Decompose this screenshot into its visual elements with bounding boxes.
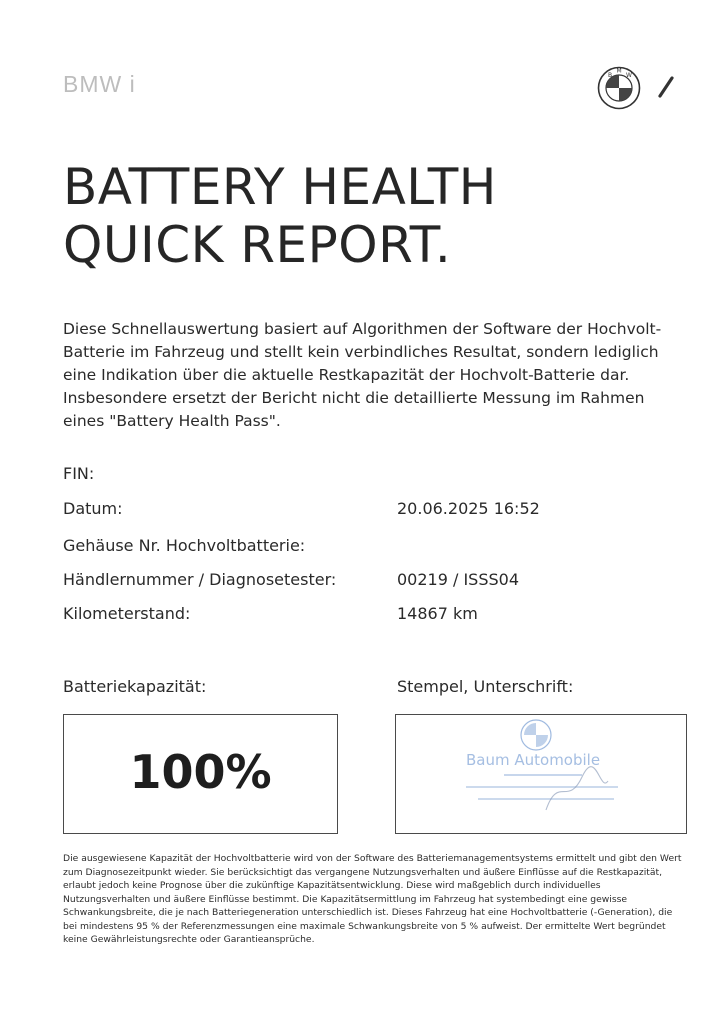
svg-text:W: W [626,72,632,79]
title-line-1: BATTERY HEALTH [63,158,497,216]
mileage-label: Kilometerstand: [63,604,191,623]
dealer-stamp [396,715,686,833]
m-slash-icon [654,75,678,99]
intro-paragraph: Diese Schnellauswertung basiert auf Algorithmen der Software der Hochvolt-Batterie im Fahrzeug und stellt kein verbindliches Resultat, sondern lediglich eine Indikation über die aktuelle Restkapazität der Hochvolt-Batterie dar. Insbesondere ersetzt der Bericht nicht die detaillierte Messung im Rahmen eines "Battery Health Pass". [63,320,662,430]
title-line-2: QUICK REPORT. [63,216,452,274]
mileage-value: 14867 km [397,604,478,623]
capacity-label: Batteriekapazität: [63,677,207,696]
report-title [63,158,497,274]
svg-text:M: M [616,67,622,75]
dealer-tester-value: 00219 / ISSS04 [397,570,520,589]
fin-label: FIN: [63,464,95,483]
capacity-box [63,714,338,834]
svg-text:B: B [608,72,613,79]
dealer-stamp-name: Baum Automobile [466,751,601,769]
bmw-i-wordmark: BMW i [63,71,136,97]
bmw-roundel-logo [597,66,641,110]
stamp-box [395,714,687,834]
capacity-value: 100% [129,745,272,799]
dealer-tester-label: Händlernummer / Diagnosetester: [63,570,337,589]
date-value: 20.06.2025 16:52 [397,499,540,518]
stamp-signature-label: Stempel, Unterschrift: [397,677,574,696]
housing-number-label: Gehäuse Nr. Hochvoltbatterie: [63,536,306,555]
date-label: Datum: [63,499,123,518]
disclaimer-text: Die ausgewiesene Kapazität der Hochvoltbatterie wird von der Software des Batteriemanagementsystems ermittelt und gibt den Wert zum Diagnosezeitpunkt wieder. Sie berücksichtigt das vergangene Nutzungsverhalten und äußere Einflüsse auf die Restkapazität, erlaubt jedoch keine Prognose über die zukünftige Kapazitätsentwicklung. Diese wird maßgeblich durch individuelles Nutzungsverhalten und äußere Einflüsse bestimmt. Die Kapazitätsermittlung im Fahrzeug hat systembedingt eine gewisse Schwankungsbreite, die je nach Batteriegeneration unterschiedlich ist. Dieses Fahrzeug hat eine Hochvoltbatterie (-Generation), die bei mindestens 95 % der Referenzmessungen eine maximale Schwankungsbreite von 5 % aufweist. Der ermittelte Wert begründet keine Gewährleistungsrechte oder Garantieansprüche. [63,853,682,945]
